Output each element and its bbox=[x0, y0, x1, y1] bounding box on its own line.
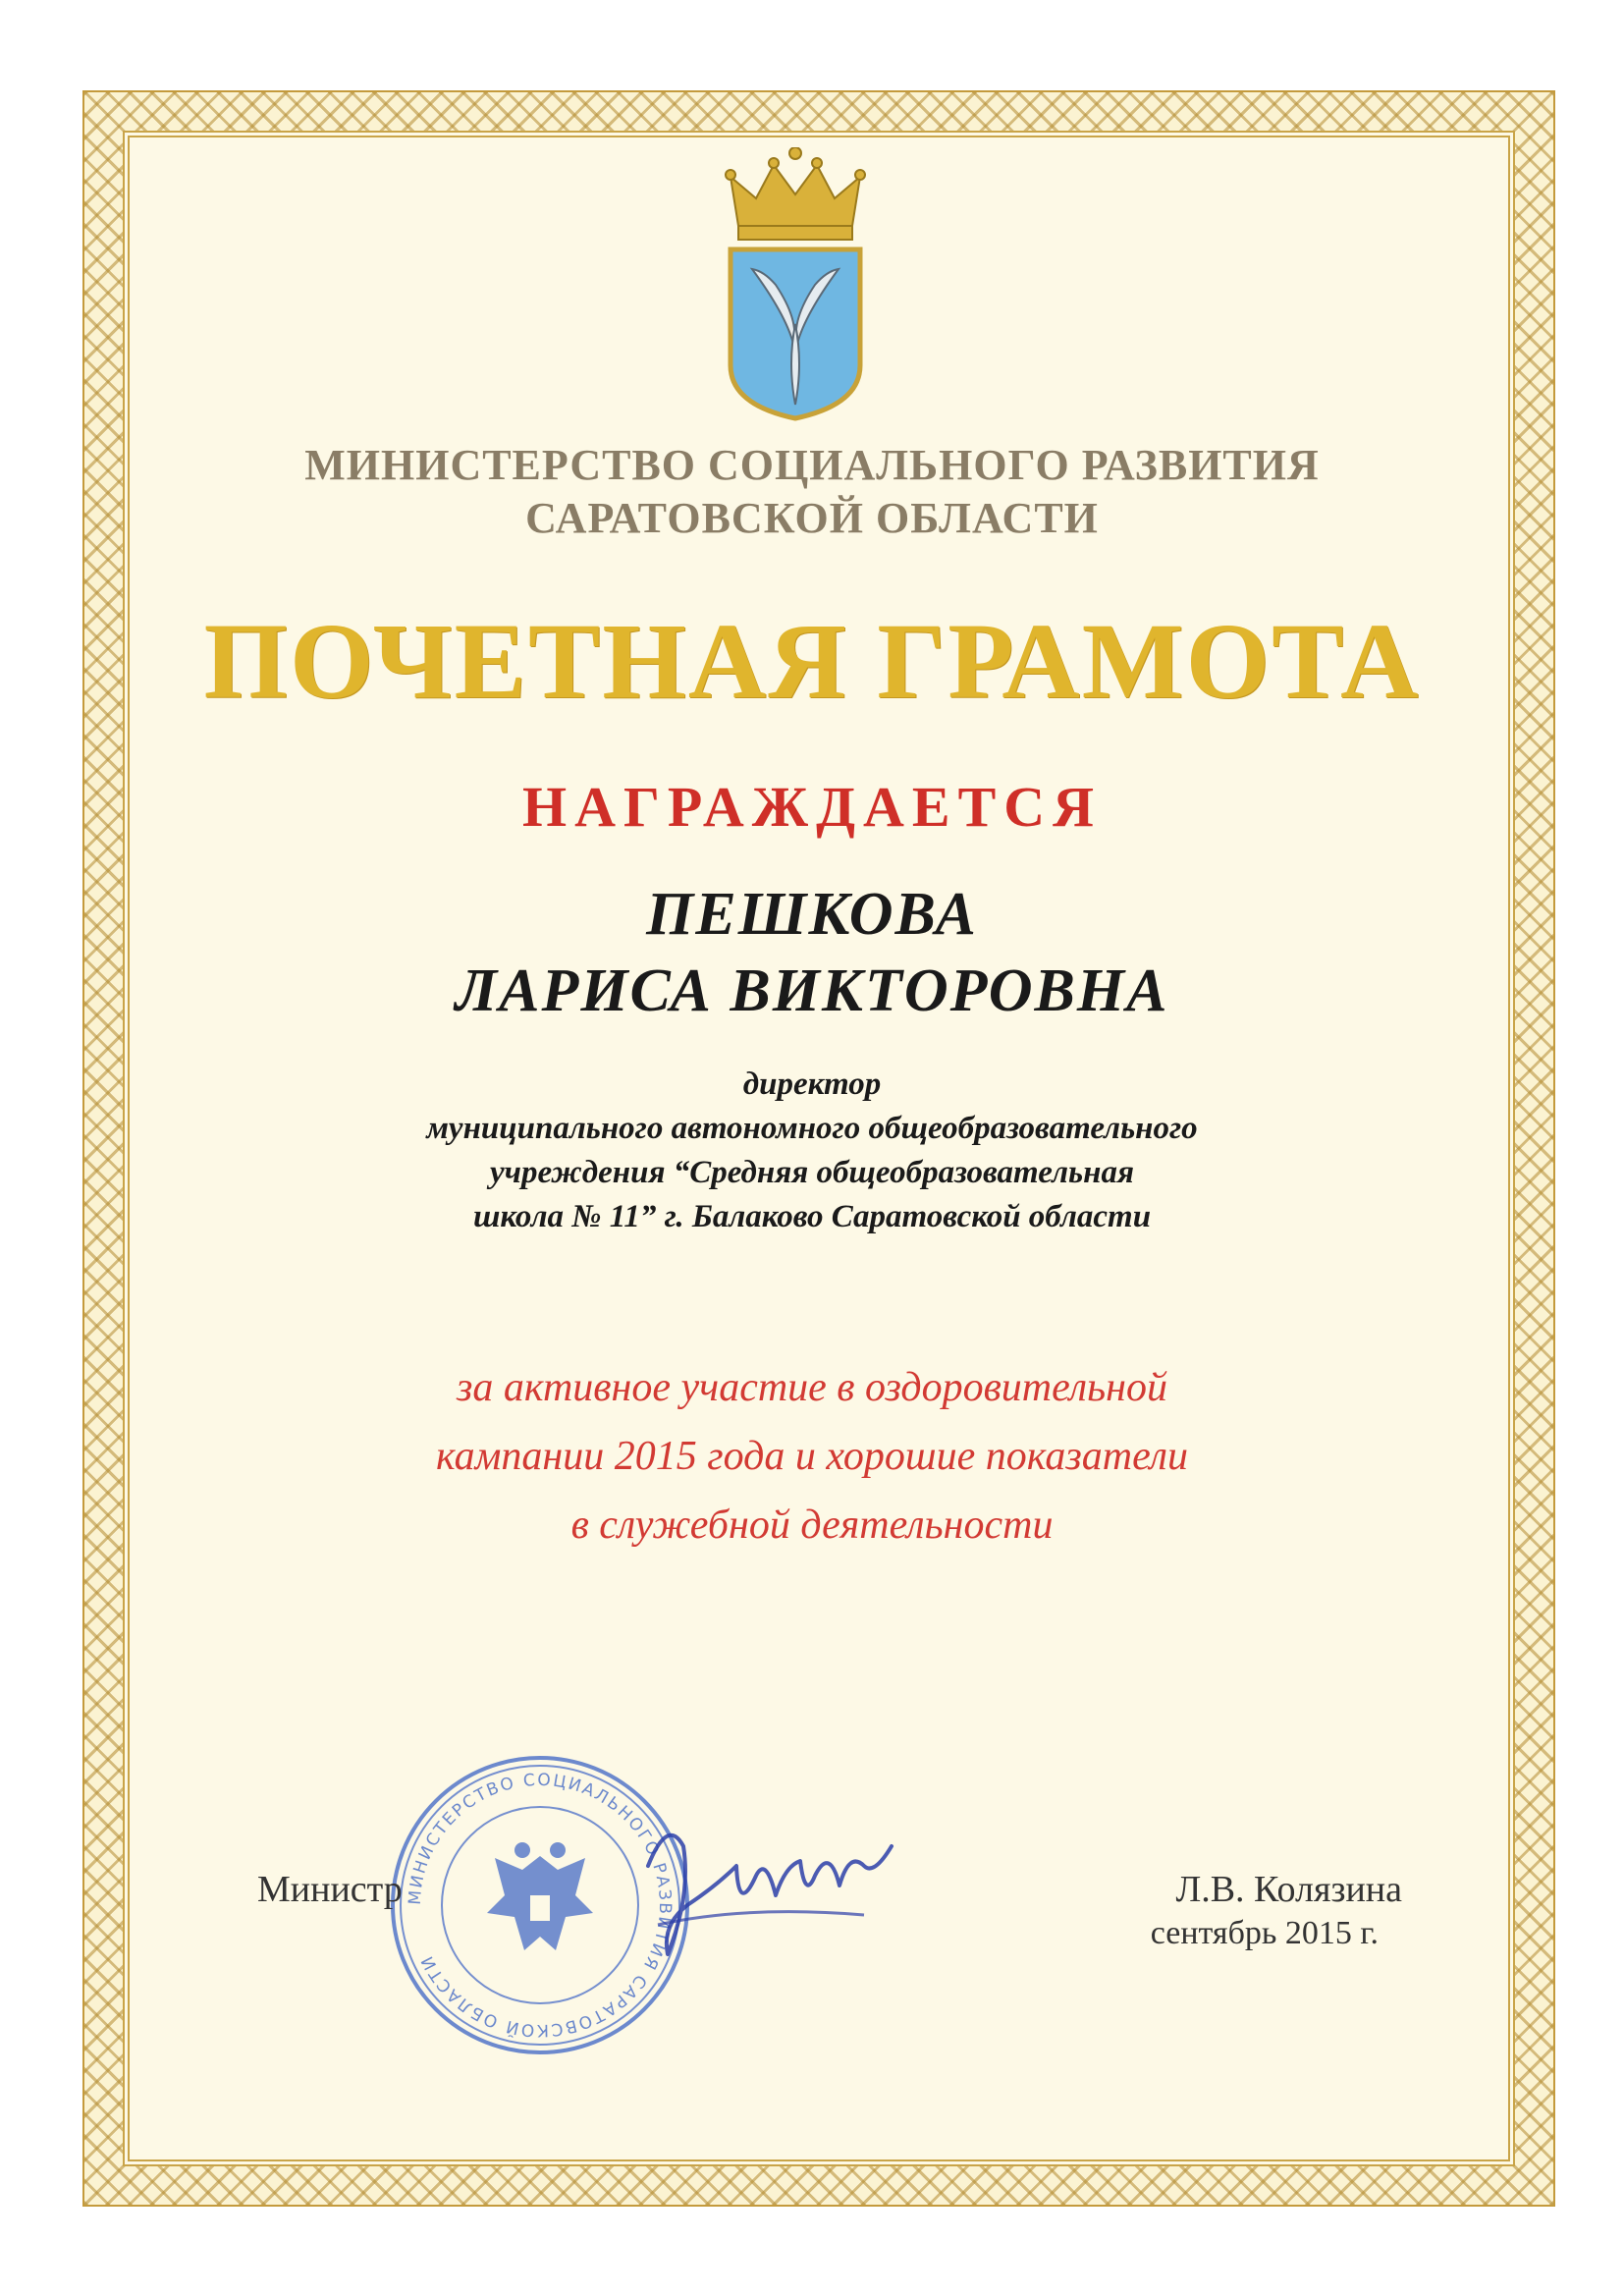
reason-line: в служебной деятельности bbox=[570, 1503, 1054, 1548]
award-reason bbox=[196, 1353, 1428, 1559]
awarded-label: НАГРАЖДАЕТСЯ bbox=[521, 775, 1103, 839]
position-line: директор bbox=[742, 1066, 882, 1102]
ministry-line-1: МИНИСТЕРСТВО СОЦИАЛЬНОГО РАЗВИТИЯ bbox=[304, 441, 1320, 489]
recipient-given-name: ЛАРИСА ВИКТОРОВНА bbox=[455, 957, 1169, 1024]
signatory-name: Л.В. Колязина bbox=[1175, 1869, 1402, 1910]
position-line: муниципального автономного общеобразовательного bbox=[426, 1111, 1198, 1146]
ministry-line-2: САРАТОВСКОЙ ОБЛАСТИ bbox=[525, 494, 1099, 542]
seal-text: МИНИСТЕРСТВО СОЦИАЛЬНОГО РАЗВИТИЯ САРАТОВСКОЙ ОБЛАСТИ bbox=[405, 1770, 676, 2041]
signatory-role: Министр bbox=[257, 1869, 403, 1910]
reason-line: кампании 2015 года и хорошие показатели bbox=[436, 1434, 1188, 1479]
recipient-surname: ПЕШКОВА bbox=[646, 881, 978, 948]
certificate-title: ПОЧЕТНАЯ ГРАМОТА bbox=[203, 601, 1421, 721]
reason-line: за активное участие в оздоровительной bbox=[457, 1365, 1167, 1410]
recipient-position bbox=[196, 1063, 1428, 1239]
position-line: школа № 11” г. Балаково Саратовской области bbox=[472, 1199, 1152, 1234]
handwritten-signature-icon bbox=[628, 1807, 903, 1964]
coat-of-arms-icon bbox=[717, 147, 874, 422]
position-line: учреждения “Средняя общеобразовательная bbox=[490, 1155, 1134, 1190]
issue-date: сентябрь 2015 г. bbox=[1150, 1915, 1379, 1951]
